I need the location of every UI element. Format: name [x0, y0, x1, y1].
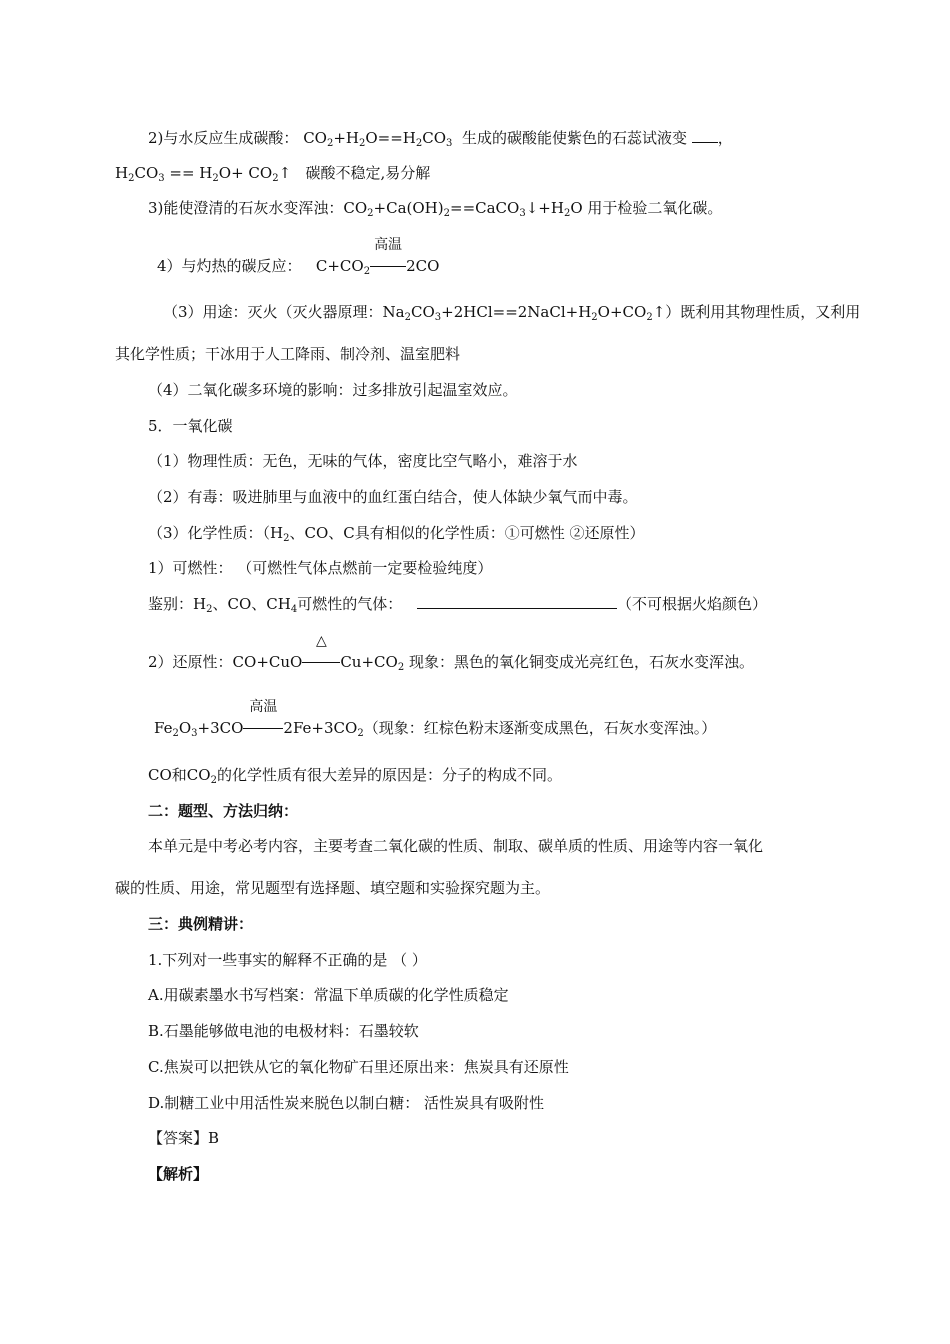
- reaction-condition: [243, 699, 283, 733]
- subscript: 3: [158, 173, 165, 184]
- text-line-combustible: 1）可燃性： （可燃性气体点燃前一定要检验纯度）: [148, 559, 493, 577]
- option-d: D.制糖工业中用活性炭来脱色以制白糖： 活性炭具有吸附性: [148, 1094, 545, 1112]
- text-segment: 4）与灼热的碳反应：: [157, 257, 302, 275]
- text-segment: +Ca(OH): [373, 199, 444, 217]
- text-segment: 的化学性质有很大差异的原因是：分子的构成不同。: [216, 766, 562, 784]
- paragraph-summary: 本单元是中考必考内容，主要考查二氧化碳的性质、制取、碳单质的性质、用途等内容一氧化: [148, 837, 764, 855]
- text-segment: 2)与水反应生成碳酸：: [148, 129, 299, 147]
- text-segment: Cu+CO: [340, 653, 398, 671]
- text-line-carbonic-acid: [148, 128, 733, 148]
- text-segment: O+CO: [597, 303, 647, 321]
- text-line-identify: [148, 594, 767, 614]
- subscript: 2: [443, 208, 450, 219]
- text-segment: 3)能使澄清的石灰水变浑浊：CO: [148, 199, 368, 217]
- text-segment: CO和CO: [148, 766, 211, 784]
- subscript: 2: [326, 138, 334, 149]
- heat-triangle-icon: △: [315, 633, 327, 649]
- text-line-iron-oxide: [154, 699, 717, 739]
- up-arrow-icon: ↑: [278, 164, 292, 182]
- text-segment: 碳酸不稳定,易分解: [305, 164, 431, 182]
- reaction-condition: [370, 237, 406, 271]
- subscript: 2: [206, 604, 213, 615]
- text-segment: （不可根据火焰颜色）: [616, 595, 767, 613]
- text-segment: O==H: [365, 129, 416, 147]
- text-segment: ==CaCO: [450, 199, 520, 217]
- text-segment: 现象：黑色的氧化铜变成光亮红色，石灰水变浑浊。: [408, 653, 754, 671]
- reaction-bar: [370, 252, 406, 267]
- text-line-physical: （1）物理性质：无色，无味的气体，密度比空气略小，难溶于水: [148, 452, 578, 470]
- answer-blank: [692, 128, 718, 143]
- subscript: 3: [434, 312, 442, 323]
- section-heading-co: 5．一氧化碳: [148, 417, 233, 435]
- subscript: 3: [191, 728, 198, 739]
- text-segment: H: [115, 164, 129, 182]
- text-line-uses-cont: 其化学性质；干冰用于人工降雨、制冷剂、温室肥料: [115, 345, 461, 363]
- condition-label: 高温: [374, 237, 403, 253]
- text-segment: （3）化学性质：（H: [148, 524, 284, 542]
- text-line-reducing: [148, 633, 754, 673]
- subscript: 2: [363, 266, 371, 277]
- subscript: 2: [646, 312, 653, 323]
- answer-blank: [417, 594, 617, 609]
- reaction-bar: [243, 714, 283, 729]
- text-line-environment: （4）二氧化碳多环境的影响：过多排放引起温室效应。: [148, 381, 518, 399]
- text-segment: Fe: [154, 719, 173, 737]
- subscript: 2: [210, 775, 217, 786]
- subscript: 2: [591, 312, 598, 323]
- subscript: 2: [283, 533, 290, 544]
- paragraph-summary-cont: 碳的性质、用途，常见题型有选择题、填空题和实验探究题为主。: [115, 879, 551, 897]
- text-segment: +3CO: [197, 719, 244, 737]
- text-segment: 鉴别：H: [148, 595, 207, 613]
- text-segment: （现象：红棕色粉末逐渐变成黑色，石灰水变浑浊。）: [363, 719, 717, 737]
- subscript: 2: [359, 138, 366, 149]
- subscript: 3: [446, 138, 453, 149]
- text-segment: 生成的碳酸能使紫色的石蕊试液变: [461, 129, 687, 147]
- subscript: 2: [415, 138, 423, 149]
- text-segment: 、CO、CH: [212, 595, 291, 613]
- text-line-toxic: （2）有毒：吸进肺里与血液中的血红蛋白结合，使人体缺少氧气而中毒。: [148, 488, 638, 506]
- text-segment: +H: [333, 129, 359, 147]
- text-segment: CO: [422, 129, 447, 147]
- subscript: 2: [128, 173, 135, 184]
- question-stem: 1.下列对一些事实的解释不正确的是 （ ）: [148, 951, 427, 969]
- subscript: 2: [404, 312, 411, 323]
- text-segment: O: [178, 719, 192, 737]
- text-segment: 可燃性的气体：: [297, 595, 403, 613]
- text-segment: ↓+H: [525, 199, 564, 217]
- text-segment: CO: [303, 129, 327, 147]
- text-segment: 2CO: [406, 257, 440, 275]
- reaction-bar: [302, 648, 340, 663]
- subscript: 2: [357, 728, 364, 739]
- subscript: 2: [563, 208, 571, 219]
- text-segment: 、CO、C具有相似的化学性质：①可燃性 ②还原性）: [289, 524, 645, 542]
- subscript: 2: [367, 208, 374, 219]
- subscript: 2: [272, 173, 279, 184]
- subscript: 2: [172, 728, 179, 739]
- option-a: A.用碳素墨水书写档案：常温下单质碳的化学性质稳定: [148, 986, 509, 1004]
- text-segment: O+ CO: [218, 164, 273, 182]
- text-line-hot-carbon: [157, 237, 440, 277]
- text-segment: CO: [411, 303, 435, 321]
- text-segment: CO: [134, 164, 159, 182]
- subscript: 4: [290, 604, 298, 615]
- section-heading-examples: 三：典例精讲：: [148, 915, 254, 933]
- text-line-limewater: [148, 198, 722, 218]
- text-line-difference: [148, 765, 562, 785]
- analysis-label: 【解析】: [148, 1165, 209, 1183]
- text-segment: 2）还原性：CO+CuO: [148, 653, 303, 671]
- answer-label: 【答案】B: [148, 1129, 220, 1147]
- text-line-chemical: [148, 523, 645, 543]
- text-line-uses: [163, 302, 860, 322]
- text-segment: ↑）既利用其物理性质，又利用: [652, 303, 861, 321]
- text-segment: O 用于检验二氧化碳。: [570, 199, 723, 217]
- text-segment: +2HCl==2NaCl+H: [441, 303, 592, 321]
- reaction-condition: [302, 633, 340, 667]
- text-segment: 2Fe+3CO: [283, 719, 358, 737]
- option-b: B.石墨能够做电池的电极材料：石墨较软: [148, 1022, 419, 1040]
- subscript: 2: [397, 662, 405, 673]
- text-line-carbonic-decompose: [115, 163, 430, 183]
- text-segment: ，: [717, 129, 733, 147]
- subscript: 3: [519, 208, 526, 219]
- section-heading-methods: 二：题型、方法归纳：: [148, 802, 299, 820]
- text-segment: == H: [169, 164, 213, 182]
- text-segment: （3）用途：灭火（灭火器原理：Na: [163, 303, 405, 321]
- condition-label: 高温: [249, 699, 278, 715]
- option-c: C.焦炭可以把铁从它的氧化物矿石里还原出来：焦炭具有还原性: [148, 1058, 569, 1076]
- subscript: 2: [212, 173, 219, 184]
- text-segment: C+CO: [315, 257, 364, 275]
